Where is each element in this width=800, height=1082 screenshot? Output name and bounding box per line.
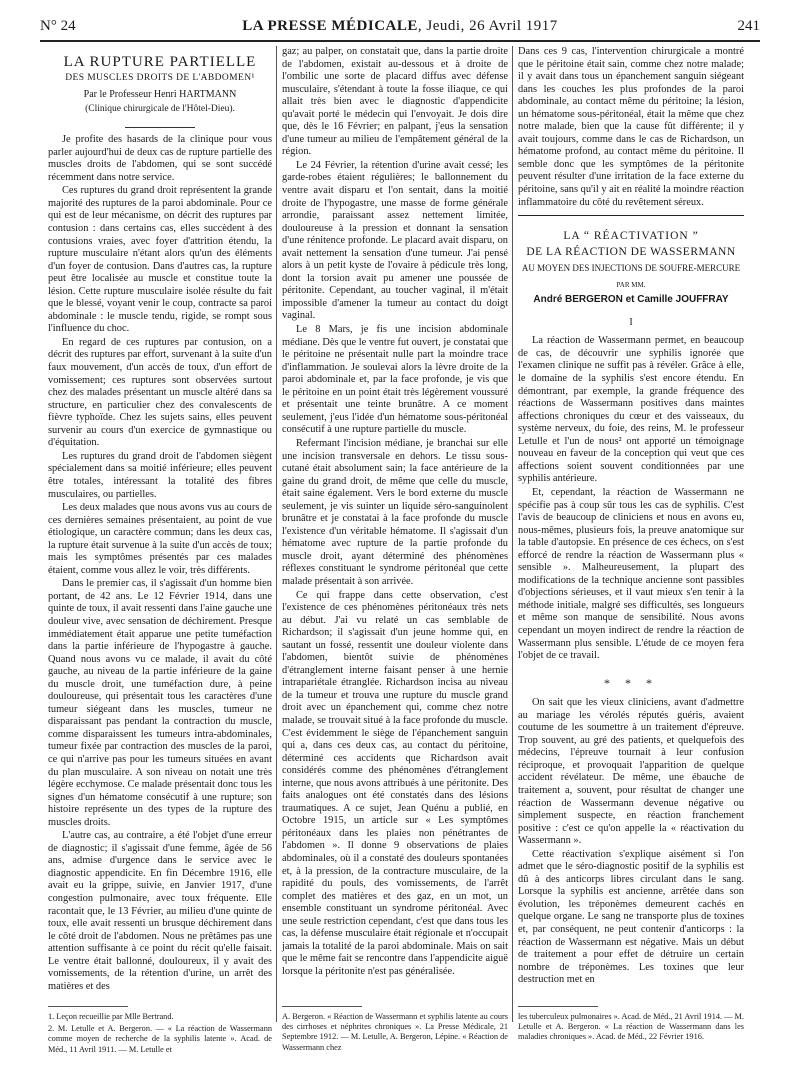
- column-3: [518, 46, 744, 988]
- paragraph: Ce qui frappe dans cette observation, c'est l'existence de ces phénomènes péritonéaux très nets au début. J'ai vu relaté un cas semblable de Richardson; il s'agissait d'un jeune homme qui, en sautant un fossé, ressentit une douleur violente dans l'abdomen, bientôt suivie de phénomènes d'étranglement interne faisant penser à une hernie intrapariétale étranglée. Richardson incisa au niveau de la tumeur et trouva une rupture du muscle grand droit avec un épanchement qui, comme chez notre malade, se trouvait situé à la face profonde du muscle. C'est évidemment le siège de l'épanchement sanguin qui a, dans ces deux cas, au contact du péritoine, déterminé ces accidents que Richardson avait considérés comme des phénomènes d'étranglement interne, que nous avons attribués à une péritonite. Des faits analogues ont été constatés dans des lésions traumatiques. A ce sujet, Jean Quénu a publié, en Octobre 1915, un article sur « Les symptômes péritonéaux dans les plaies non pénétrantes de l'abdomen ». Il donne 9 observations de plaies abdominales, où il a constaté des douleurs spontanées et, à la pression, de la contracture musculaire, de la rapidité du pouls, des vomissements, de l'arrêt complet des matières et des gaz, en un mot, un ensemble constituant un syndrome péritonéal. Avec une seule restriction cependant, c'est que dans tous les cas, la défense musculaire était régionale et n'occupait jamais la totalité de la paroi abdominale. Mais on sait que le même fait se rencontre dans l'appendicite aiguë lorsque la péritonite n'est pas généralisée.: [282, 589, 508, 977]
- section-break-stars: * * *: [604, 675, 658, 690]
- paragraph: L'autre cas, au contraire, a été l'objet d'une erreur de diagnostic; il s'agissait d'une femme, âgée de 56 ans, admise d'urgence dans le service avec le diagnostic appendicite. En fin Décembre 1916, elle avait eu la grippe, suivie, en Janvier 1917, d'une congestion pulmonaire, avec toux fréquente. Elle racontait que, le 13 Février, au milieu d'une quinte de toux, elle avait ressenti un brusque déchirement dans le côté droit de l'abdomen. Nous ne prêtâmes pas une attention suffisante à ce point du récit qu'elle faisait. Le ventre était ballonné, douloureux, il y avait des vomissements, de la rétention d'urine, un arrêt des matières et des: [48, 830, 272, 992]
- footnotes-col1: [48, 1012, 272, 1057]
- footnote: 2. M. Letulle et A. Bergeron. — « La réaction de Wassermann comme moyen de recherche de la syphilis latente ». Acad. de Méd., 11 Avril 1911. — M. Letulle et: [48, 1024, 272, 1054]
- paragraph: Et, cependant, la réaction de Wassermann ne spécifie pas à coup sûr tous les cas de syphilis. C'est l'avis de beaucoup de cliniciens et nous en avons eu, nous-mêmes, plusieurs fois, la preuve anatomique sur la table d'autopsie. En présence de ces échecs, on s'est efforcé de rendre la réaction de Wassermann plus « sensible ». Malheureusement, la plupart des modifications de la technique ancienne sont passibles d'objections sérieuses, et il vaut mieux s'en tenir à la méthode initiale, malgré ses difficultés, ses longueurs et même son manque de sensibilité. Nous avons cependant un moyen indirect de rendre la réaction de Wassermann plus sensible. L'étude de ce moyen fera l'objet de ce travail.: [518, 486, 744, 662]
- header-rule: [40, 40, 760, 42]
- article-author: Par le Professeur Henri HARTMANN: [83, 89, 237, 101]
- page-number: 241: [737, 18, 760, 34]
- footnote: A. Bergeron. « Réaction de Wassermann et syphilis latente au cours des cirrhoses et néphrites chroniques ». La Presse Médicale, 21 Septembre 1912. — M. Letulle, A. Bergeron, Lépine. « Réaction de Wassermann chez: [282, 1012, 508, 1052]
- issue-number: N° 24: [40, 18, 76, 34]
- issue-date: , Jeudi, 26 Avril 1917: [417, 18, 558, 34]
- footnotes-col2: [282, 1012, 508, 1055]
- article-title: LA RUPTURE PARTIELLE: [63, 54, 257, 70]
- journal-title: LA PRESSE MÉDICALE: [242, 18, 418, 34]
- footnote: 1. Leçon recueillie par Mlle Bertrand.: [48, 1012, 174, 1021]
- footnote-rule: [518, 1006, 598, 1007]
- column-1: [48, 46, 272, 994]
- page-header: [40, 18, 760, 42]
- article2-subtitle: AU MOYEN DES INJECTIONS DE SOUFRE-MERCURE: [521, 263, 741, 274]
- article-affiliation: (Clinique chirurgicale de l'Hôtel-Dieu).: [85, 103, 235, 114]
- paragraph: Le 8 Mars, je fis une incision abdominale médiane. Dès que le ventre fut ouvert, je constatai que le péritoine ne présentait nulle part la moindre trace d'inflammation. Je soulevai alors la lèvre droite de la paroi abdominale et, par la face profonde, je vis que le péritoine en un point était très légèrement voussuré et présentait une teinte brunâtre. A ce moment seulement, j'eus l'idée d'un hématome sous-péritonéal consécutif à une rupture partielle du muscle.: [282, 324, 508, 436]
- article2-title-line1: LA “ RÉACTIVATION ”: [563, 230, 699, 243]
- footnote-rule: [282, 1006, 362, 1007]
- article2-par: PAR MM.: [616, 280, 646, 289]
- running-head: [40, 18, 760, 35]
- paragraph: La réaction de Wassermann permet, en beaucoup de cas, de découvrir une syphilis ignorée que l'examen clinique ne suffit pas à révéler. Grâce à elle, le domaine de la syphilis s'est encore étendu. En démontrant, par exemple, la grande fréquence des réactions de Wassermann positives dans maintes affections chroniques du cœur et des vaisseaux, du système nerveux, du foie, des reins, M. le professeur Letulle et l'un de nous² ont apporté un témoignage nouveau en faveur de la conception qui veut que ces affections soient souvent conditionnées par une syphilis antérieure.: [518, 335, 744, 485]
- paragraph: Dans ces 9 cas, l'intervention chirurgicale a montré que le péritoine était sain, comme chez notre malade; il y avait dans tous un épanchement sanguin siégeant dans les couches les plus profondes de la paroi abdominale, au contact même du péritoine; la lésion, un hématome sous-péritonéal, était la même que chez notre malade, bien que la cause fût différente; il y avait toujours, comme dans le cas de Richardson, un hématome profond, au contact même du péritoine. Il semble donc que les symptômes de la péritonite peuvent résulter d'une irritation de la face externe du péritoine, sans qu'il y ait en réalité la moindre réaction inflammatoire du côté du revêtement séreux.: [518, 46, 744, 208]
- paragraph: En regard de ces ruptures par contusion, on a décrit des ruptures par effort, survenant à la suite d'un faux mouvement, d'un accès de toux, d'un effort de vomissement; ces ruptures sont observées surtout chez des malades présentant un muscle altéré dans sa structure, en particulier chez des convalescents de fièvre typhoïde. Chez les sujets sains, elles peuvent survenir au cours d'un exercice de gymnastique ou d'équitation.: [48, 336, 272, 449]
- footnote: les tuberculeux pulmonaires ». Acad. de Méd., 21 Avril 1914. — M. Letulle et A. Bergeron. « La réaction de Wassermann dans les maladies chroniques ». Acad. de Méd., 22 Février 1916.: [518, 1012, 744, 1042]
- paragraph: On sait que les vieux cliniciens, avant d'admettre au mariage les vérolés réputés guéris, avaient coutume de les soumettre à un traitement d'épreuve. Trop souvent, au gré des patients, et quelquefois des médecins, l'épreuve tournait à leur confusion réciproque, et provoquait l'apparition de quelque accident révélateur. De même, une ébauche de traitement a, souvent, pour résultat de changer une réaction de Wassermann devenue négative ou simplement suspecte, en réaction franchement positive : c'est ce qu'on appelle la « réactivation du Wassermann ».: [518, 697, 744, 847]
- paragraph: Je profite des hasards de la clinique pour vous parler aujourd'hui de deux cas de rupture partielle des muscles droits de l'abdomen, qui se sont succédé récemment dans notre service.: [48, 134, 272, 183]
- title-rule: [125, 127, 195, 128]
- column-divider: [276, 46, 277, 1022]
- paragraph: gaz; au palper, on constatait que, dans la partie droite de l'abdomen, existait au-dessous et à droite de l'ombilic une sorte de placard diffus avec défense musculaire, s'étendant à toute la fosse iliaque, ce qui allait très bien avec le diagnostic d'appendicite qu'avait porté le médecin qui l'envoyait. Je dois dire que, dès le 16 Février; en palpant, j'eus la sensation d'une tumeur au milieu de l'empâtement général de la région.: [282, 46, 508, 158]
- section-number: I: [629, 316, 633, 328]
- article-separator: [518, 215, 744, 216]
- paragraph: Ces ruptures du grand droit représentent la grande majorité des ruptures de la paroi abdominale. Pour ce qui est de leur mécanisme, on décrit des ruptures par contusion : dans certains cas, elles succèdent à des contusions vraies, avec foyer d'attrition étendu, la rupture musculaire n'étant alors qu'un des éléments d'un foyer de contusion. Dans d'autres cas, la rupture peut être localisée au muscle et constitue toute la lésion. Cette rupture musculaire isolée résulte du fait que le blessé, voyant venir le coup, contracte sa paroi abdominale : le muscle tendu, rigide, se rompt sous l'influence du choc.: [48, 185, 272, 335]
- footnote-rule: [48, 1006, 128, 1007]
- column-divider: [512, 46, 513, 1022]
- paragraph: Le 24 Février, la rétention d'urine avait cessé; les garde-robes étaient régulières; le ballonnement du ventre avait disparu et l'on sentait, dans la moitié droite de l'hypogastre, une masse de forme générale arrondie, paraissant assez nettement limitée, douloureuse à la pression et donnant la sensation d'une rénitence profonde. Le placard avait disparu, on avait nettement la sensation d'une tumeur. J'ai pensé alors à un petit kyste de l'ovaire à pédicule très long, dont la torsion avait pu amener une poussée de péritonite. Cependant, au toucher vaginal, il m'était impossible d'amener la tumeur au contact du doigt vaginal.: [282, 159, 508, 322]
- footnotes-col3: [518, 1012, 744, 1045]
- paragraph: Refermant l'incision médiane, je branchai sur elle une incision transversale en dehors. Le tissu sous-cutané était absolument sain; la face antérieure de la gaine du grand droit, de même que celle du muscle, était saine également. Vers le bord externe du muscle seulement, je vis suinter un liquide séro-sanguinolent brunâtre et je constatai à la face profonde du muscle l'existence d'un véritable hématome. Il s'agissait d'un hématome avec rupture de la partie profonde du muscle droit, ayant déterminé des phénomènes réflexes constituant le syndrome péritonéal que cette malade présentait à son arrivée.: [282, 437, 508, 587]
- paragraph: Cette réactivation s'explique aisément si l'on admet que le séro-diagnostic positif de la syphilis est dû à des anticorps libres circulant dans le sang. Lorsque la syphilis est ancienne, arrêtée dans son évolution, les tréponèmes demeurent cachés en quelque organe. Le sang ne transporte plus de toxines et, par conséquent, ne peut contenir d'anticorps : la réaction de Wassermann est négative. Mais un début de traitement a pour effet de détruire un certain nombre de tréponèmes. Les toxines que leur destruction met en: [518, 848, 744, 986]
- article2-authors: André BERGERON et Camille JOUFFRAY: [533, 294, 729, 306]
- paragraph: Dans le premier cas, il s'agissait d'un homme bien portant, de 42 ans. Le 12 Février 1914, dans une quinte de toux, il avait ressenti dans l'aine gauche une douleur vive, avec sensation de déchirement. Presque immédiatement était apparue une petite tuméfaction dans la partie inférieure de l'hypogastre à gauche. Quand nous avons vu ce malade, il avait du côté gauche, au niveau de la partie inférieure de la gaine du muscle droit, une tuméfaction dure, à peine douloureuse, qui présentait tous les caractères d'une tumeur siégeant dans les muscles, tumeur ne disparaissant pas pendant la contraction du muscle, comme disparaissent les tumeurs intra-abdominales, tumeur fixée par contraction des muscles de la paroi, ce qui n'arrive pas pour les tumeurs situées en avant du plan musculaire. A son niveau on notait une très légère ecchymose. Ce malade présentait donc tous les signes d'un hématome consécutif à une rupture; son histoire représente un des types de la rupture des muscles droits.: [48, 578, 272, 828]
- article-subtitle: DES MUSCLES DROITS DE L'ABDOMEN¹: [65, 72, 255, 83]
- paragraph: Les deux malades que nous avons vus au cours de ces dernières semaines présentaient, au point de vue étiologique, un caractère commun; dans les deux cas, la rupture était survenue à la suite d'un accès de toux; mais les symptômes présentés par ces malades étaient, comme vous allez le voir, très différents.: [48, 502, 272, 576]
- article2-title-line2: DE LA RÉACTION DE WASSERMANN: [526, 245, 736, 258]
- column-2: [282, 46, 508, 979]
- paragraph: Les ruptures du grand droit de l'abdomen siègent spécialement dans sa moitié inférieure; elles peuvent être totales, intéressant la totalité des fibres musculaires, ou partielles.: [48, 450, 272, 500]
